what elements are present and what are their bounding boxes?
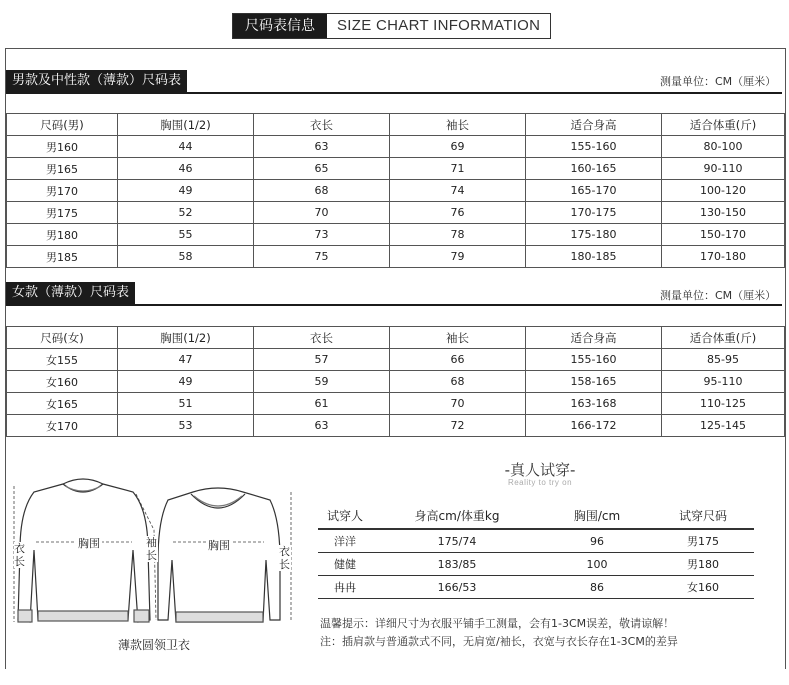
table-cell: 175-180	[526, 224, 662, 246]
table-cell: 女170	[7, 415, 118, 437]
table-row	[318, 553, 754, 576]
table-cell: 44	[118, 136, 254, 158]
table-cell: 46	[118, 158, 254, 180]
tip-note: 温馨提示：详细尺寸为衣服平铺手工测量，会有1-3CM误差，敬请谅解！	[320, 617, 675, 630]
table-cell: 66	[390, 349, 526, 371]
men-column-header: 胸围(1/2)	[118, 114, 254, 136]
table-cell: 95-110	[662, 371, 785, 393]
table-cell: 68	[254, 180, 390, 202]
men-column-header: 尺码(男)	[7, 114, 118, 136]
men-size-table	[6, 113, 785, 268]
table-cell: 80-100	[662, 136, 785, 158]
table-cell: 男180	[652, 553, 754, 576]
table-cell: 71	[390, 158, 526, 180]
table-cell: 女160	[652, 576, 754, 599]
table-row	[7, 224, 785, 246]
table-row	[7, 158, 785, 180]
table-cell: 175/74	[372, 529, 542, 553]
tryon-column-header: 身高cm/体重kg	[372, 502, 542, 529]
table-cell: 68	[390, 371, 526, 393]
women-column-header: 尺码(女)	[7, 327, 118, 349]
women-size-table	[6, 326, 785, 437]
men-column-header: 衣长	[254, 114, 390, 136]
table-cell: 47	[118, 349, 254, 371]
table-cell: 女160	[7, 371, 118, 393]
diagram-sleeve-label: 袖长	[146, 536, 157, 562]
table-cell: 170-175	[526, 202, 662, 224]
table-cell: 男165	[7, 158, 118, 180]
women-column-header: 胸围(1/2)	[118, 327, 254, 349]
table-cell: 165-170	[526, 180, 662, 202]
table-row	[7, 393, 785, 415]
diagram-length-label-right: 衣长	[279, 545, 290, 571]
page-header	[232, 13, 551, 39]
tryon-column-header: 试穿人	[318, 502, 372, 529]
table-cell: 58	[118, 246, 254, 268]
table-cell: 52	[118, 202, 254, 224]
table-cell: 健健	[318, 553, 372, 576]
table-row	[318, 529, 754, 553]
women-unit: 测量单位：CM（厘米）	[660, 289, 777, 302]
table-cell: 洋洋	[318, 529, 372, 553]
table-cell: 男180	[7, 224, 118, 246]
men-column-header: 适合身高	[526, 114, 662, 136]
tryon-column-header: 试穿尺码	[652, 502, 754, 529]
women-section-title: 女款（薄款）尺码表	[6, 282, 135, 304]
table-cell: 49	[118, 371, 254, 393]
table-row	[318, 576, 754, 599]
table-cell: 110-125	[662, 393, 785, 415]
sweater-diagram	[8, 470, 308, 655]
women-column-header: 适合体重(斤)	[662, 327, 785, 349]
table-cell: 男160	[7, 136, 118, 158]
table-cell: 166/53	[372, 576, 542, 599]
table-row	[7, 202, 785, 224]
table-cell: 冉冉	[318, 576, 372, 599]
table-cell: 49	[118, 180, 254, 202]
men-unit: 测量单位：CM（厘米）	[660, 75, 777, 88]
table-cell: 70	[390, 393, 526, 415]
table-cell: 85-95	[662, 349, 785, 371]
table-cell: 155-160	[526, 349, 662, 371]
diagram-length-label-left: 衣长	[14, 542, 25, 568]
table-cell: 100-120	[662, 180, 785, 202]
table-row	[7, 371, 785, 393]
table-cell: 170-180	[662, 246, 785, 268]
table-row	[7, 415, 785, 437]
men-section-rule	[6, 92, 782, 94]
table-cell: 70	[254, 202, 390, 224]
header-title-en: SIZE CHART INFORMATION	[327, 14, 550, 38]
table-cell: 63	[254, 415, 390, 437]
table-cell: 女155	[7, 349, 118, 371]
sweater-back-illustration	[158, 488, 280, 622]
table-row	[7, 246, 785, 268]
table-cell: 166-172	[526, 415, 662, 437]
table-cell: 69	[390, 136, 526, 158]
tryon-table	[318, 502, 754, 599]
table-cell: 65	[254, 158, 390, 180]
table-cell: 86	[542, 576, 652, 599]
table-cell: 男175	[7, 202, 118, 224]
table-cell: 73	[254, 224, 390, 246]
table-cell: 57	[254, 349, 390, 371]
table-cell: 55	[118, 224, 254, 246]
table-cell: 125-145	[662, 415, 785, 437]
table-cell: 130-150	[662, 202, 785, 224]
table-cell: 72	[390, 415, 526, 437]
women-column-header: 适合身高	[526, 327, 662, 349]
table-cell: 61	[254, 393, 390, 415]
table-cell: 男170	[7, 180, 118, 202]
table-cell: 160-165	[526, 158, 662, 180]
table-cell: 158-165	[526, 371, 662, 393]
diagram-chest-label-right: 胸围	[208, 539, 230, 552]
raglan-note: 注：插肩款与普通款式不同，无肩宽/袖长，衣宽与衣长存在1-3CM的差异	[320, 635, 678, 648]
table-cell: 180-185	[526, 246, 662, 268]
table-cell: 51	[118, 393, 254, 415]
table-cell: 76	[390, 202, 526, 224]
table-cell: 78	[390, 224, 526, 246]
diagram-caption: 薄款圆领卫衣	[118, 638, 191, 652]
table-row	[7, 136, 785, 158]
women-column-header: 袖长	[390, 327, 526, 349]
men-header-row	[7, 114, 785, 136]
table-cell: 183/85	[372, 553, 542, 576]
header-title-cn: 尺码表信息	[233, 14, 327, 38]
table-cell: 100	[542, 553, 652, 576]
table-cell: 53	[118, 415, 254, 437]
women-column-header: 衣长	[254, 327, 390, 349]
table-cell: 75	[254, 246, 390, 268]
table-cell: 90-110	[662, 158, 785, 180]
tryon-header-row	[318, 502, 754, 529]
table-cell: 男175	[652, 529, 754, 553]
men-column-header: 袖长	[390, 114, 526, 136]
table-cell: 女165	[7, 393, 118, 415]
table-cell: 男185	[7, 246, 118, 268]
table-cell: 96	[542, 529, 652, 553]
table-cell: 74	[390, 180, 526, 202]
diagram-chest-label-left: 胸围	[78, 537, 100, 550]
table-cell: 63	[254, 136, 390, 158]
table-row	[7, 349, 785, 371]
tryon-title: -真人试穿-	[504, 461, 576, 479]
table-cell: 155-160	[526, 136, 662, 158]
tryon-column-header: 胸围/cm	[542, 502, 652, 529]
table-row	[7, 180, 785, 202]
men-section-title: 男款及中性款（薄款）尺码表	[6, 70, 187, 92]
women-section-rule	[6, 304, 782, 306]
table-cell: 59	[254, 371, 390, 393]
men-column-header: 适合体重(斤)	[662, 114, 785, 136]
tryon-subtitle: Reality to try on	[507, 478, 573, 487]
table-cell: 163-168	[526, 393, 662, 415]
table-cell: 150-170	[662, 224, 785, 246]
women-header-row	[7, 327, 785, 349]
table-cell: 79	[390, 246, 526, 268]
